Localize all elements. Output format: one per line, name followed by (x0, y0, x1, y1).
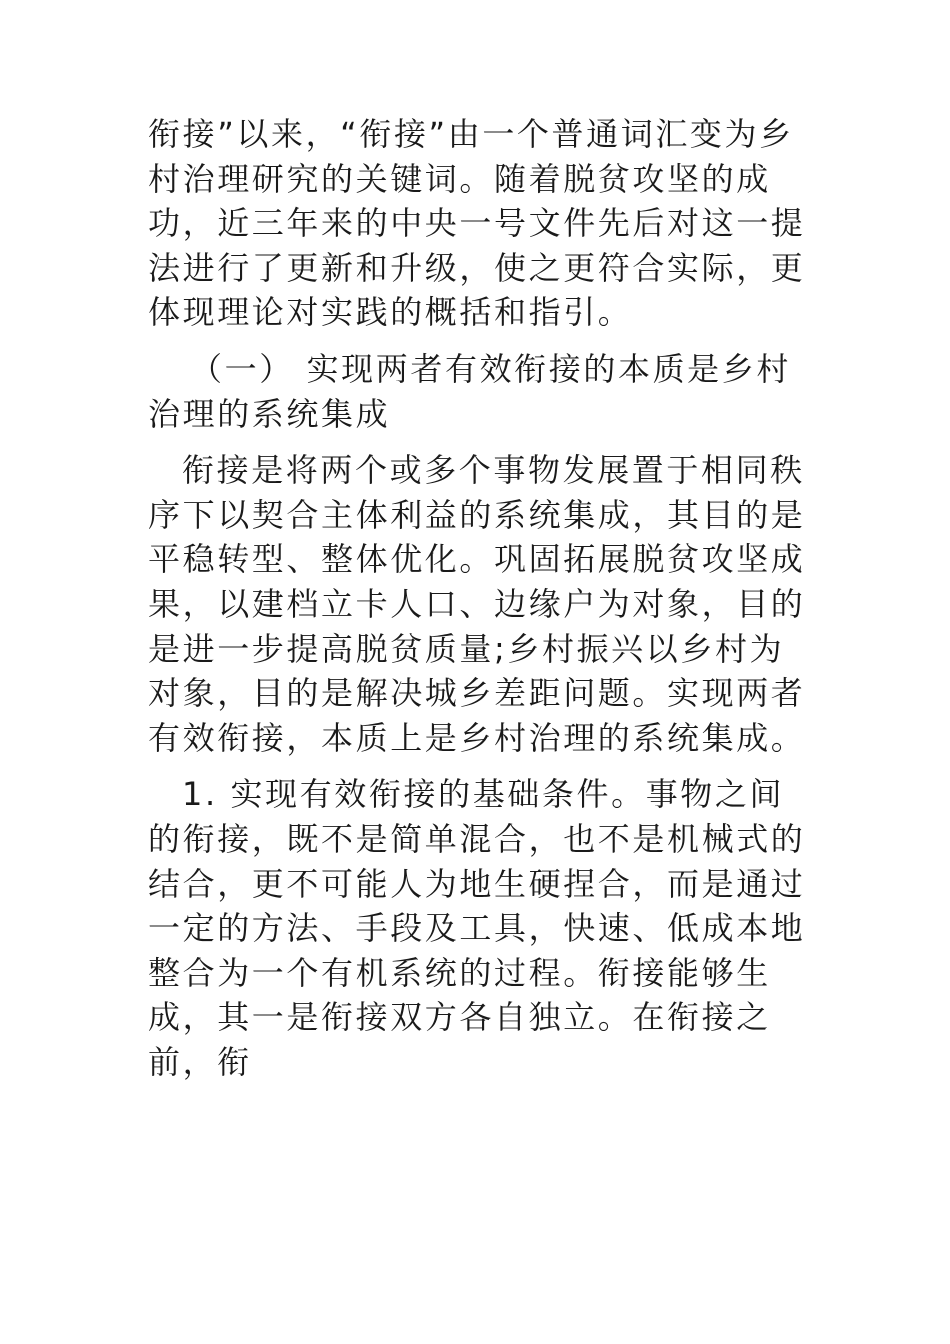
body-paragraph: 衔接是将两个或多个事物发展置于相同秩序下以契合主体利益的系统集成，其目的是平稳转型、整体优化。巩固拓展脱贫攻坚成果，以建档立卡人口、边缘户为对象，目的是进一步提高脱贫质量;乡村振兴以乡村为对象，目的是解决城乡差距问题。实现两者有效衔接，本质上是乡村治理的系统集成。 (148, 451, 806, 757)
body-paragraph: 衔接”以来，“衔接”由一个普通词汇变为乡村治理研究的关键词。随着脱贫攻坚的成功，近三年来的中央一号文件先后对这一提法进行了更新和升级，使之更符合实际，更体现理论对实践的概括和指引。 (148, 115, 806, 332)
section-heading: （一） 实现两者有效衔接的本质是乡村治理的系统集成 (148, 349, 791, 433)
document-body (148, 112, 813, 1096)
body-paragraph: 1. 实现有效衔接的基础条件。事物之间的衔接，既不是简单混合，也不是机械式的结合，更不可能人为地生硬捏合，而是通过一定的方法、手段及工具，快速、低成本地整合为一个有机系统的过程。衔接能够生成，其一是衔接双方各自独立。在衔接之前，衔 (148, 775, 806, 1081)
